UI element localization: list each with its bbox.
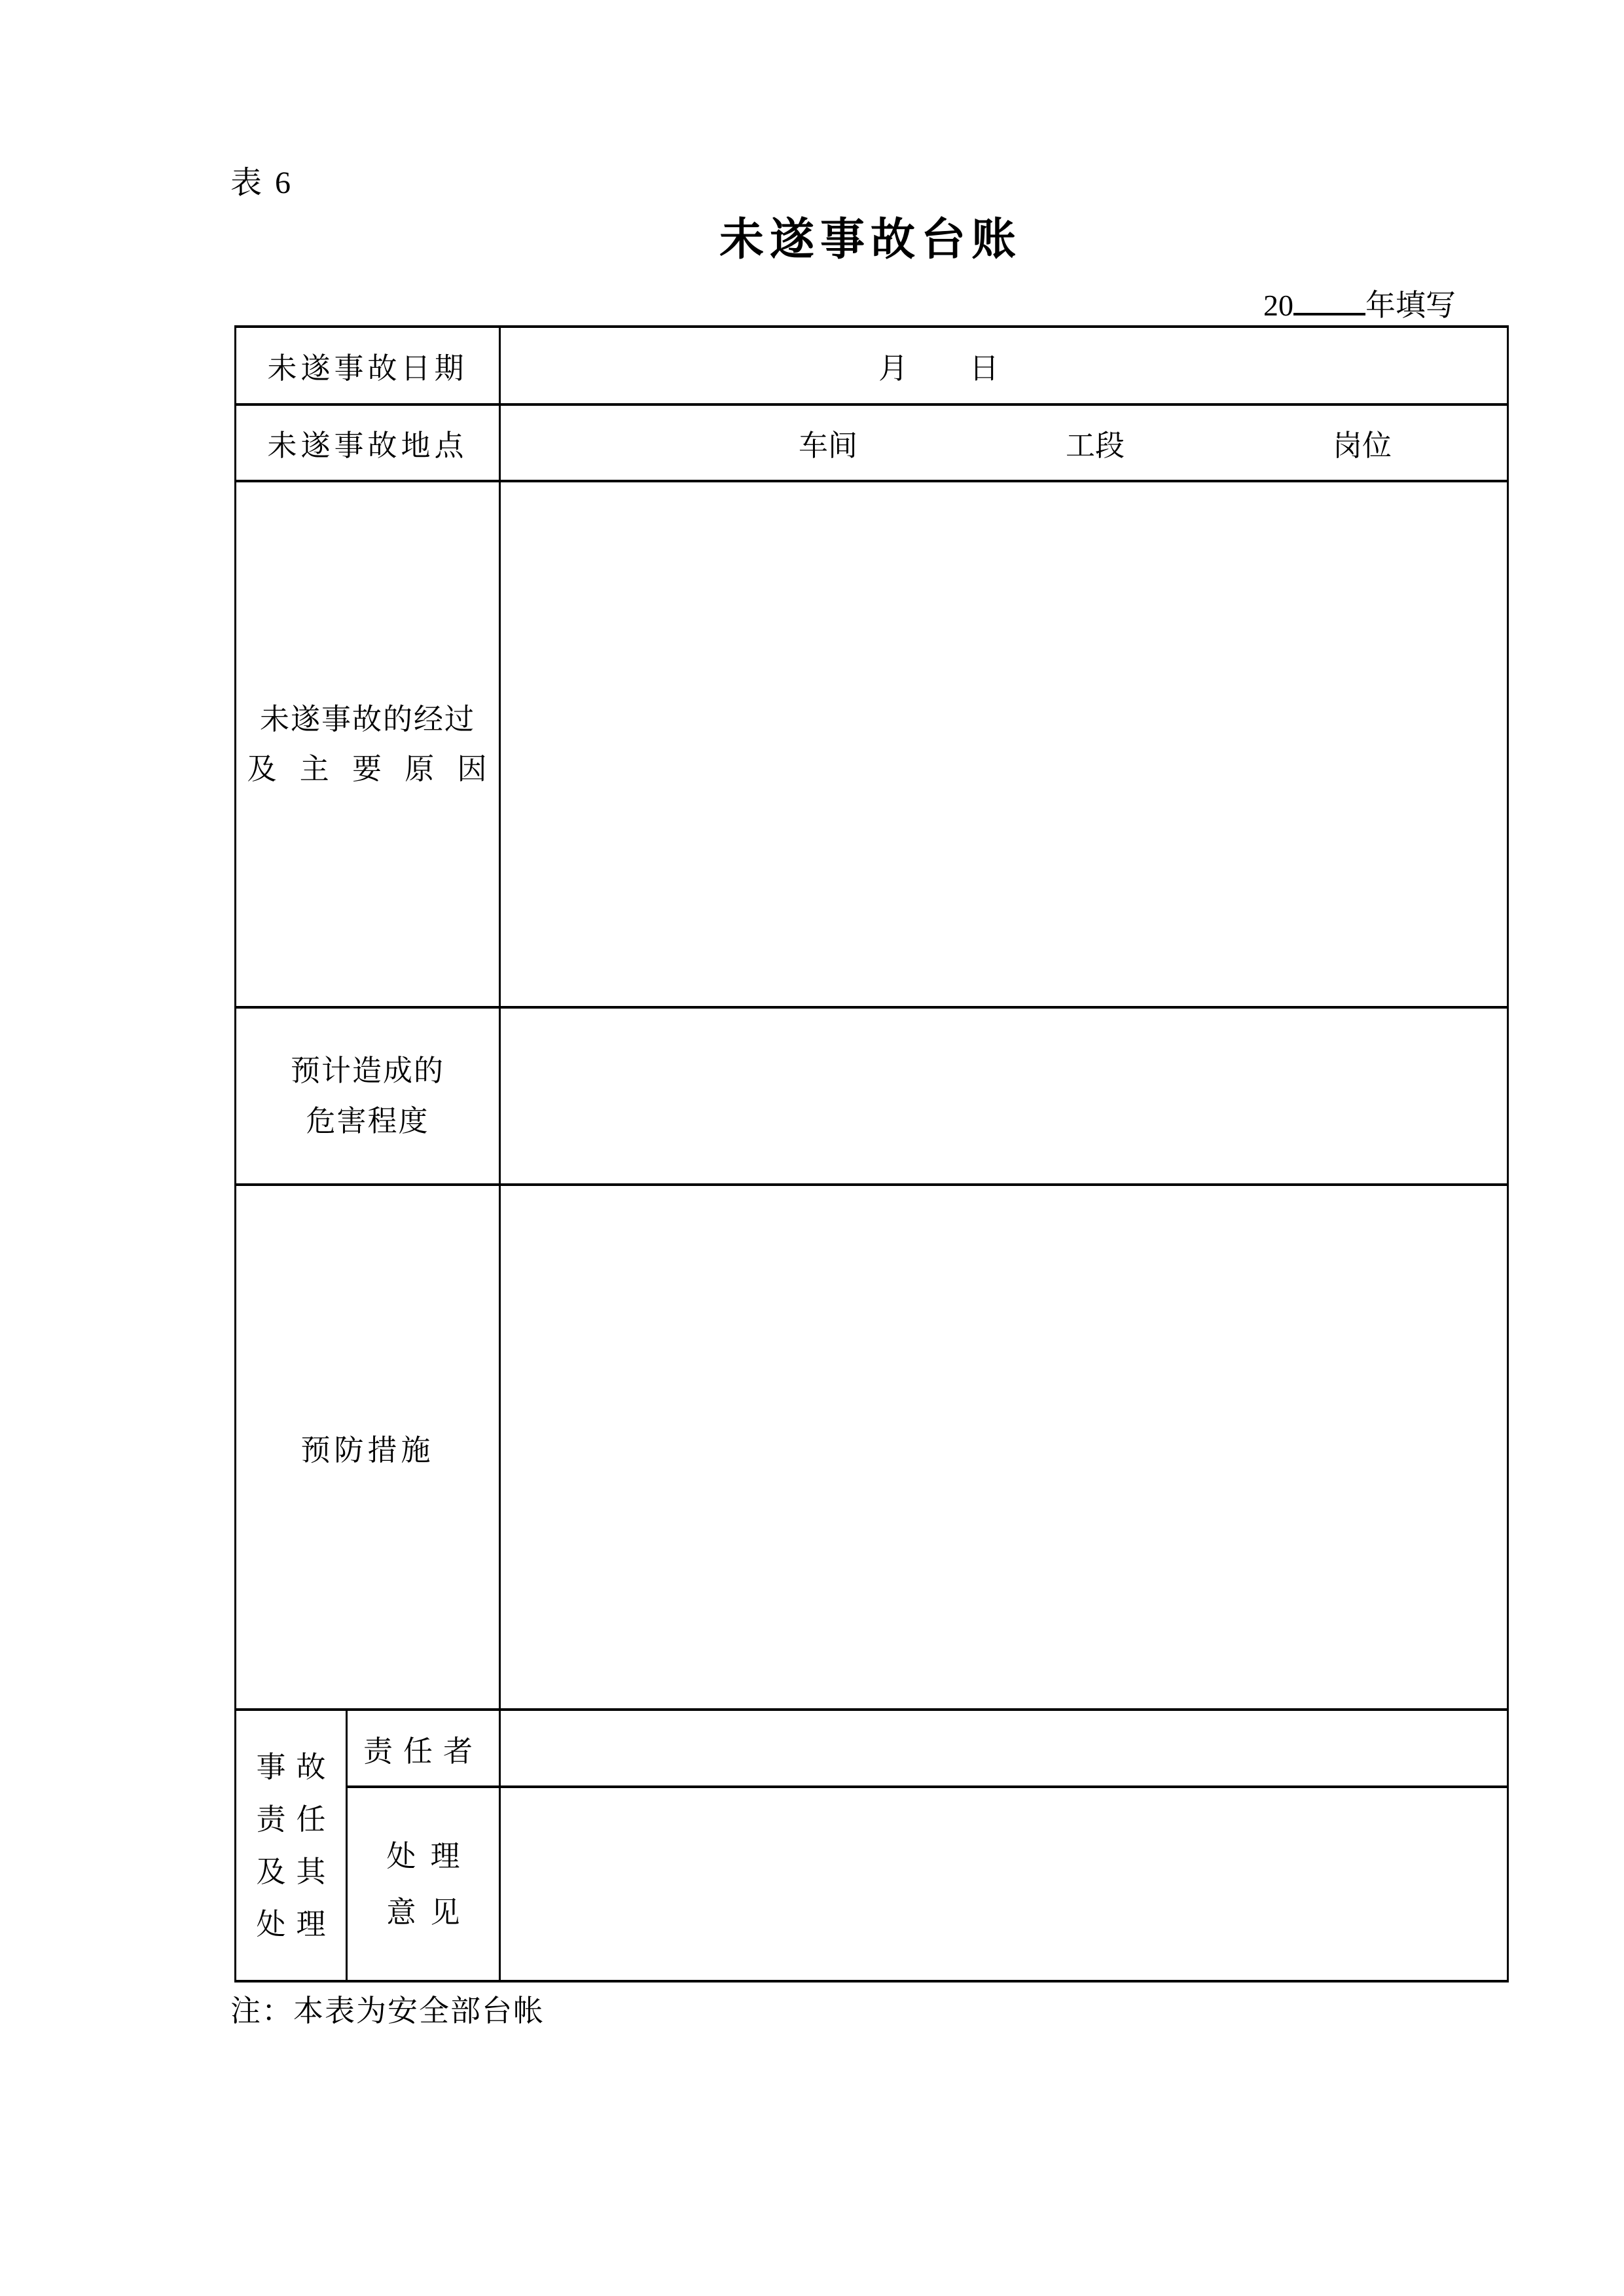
table-row [236,481,1508,1007]
year-suffix: 年填写 [1365,289,1456,322]
day-label: 日 [969,352,1000,385]
opinion-label [348,1828,499,1941]
table-row [236,1007,1508,1185]
process-label [247,694,488,795]
workshop-label: 车间 [799,429,858,462]
responsibility-group-label-cell [236,1710,347,1981]
responsibility-group-label [236,1741,346,1950]
year-prefix: 20 [1263,289,1293,322]
harm-value-cell[interactable] [500,1007,1508,1185]
harm-label-line1: 预计造成的 [291,1054,445,1087]
process-label-cell [236,481,500,1007]
group-label-line3: 及其 [256,1855,336,1888]
process-label-line2: 及 主 要 原 因 [247,753,488,785]
accident-ledger-table [234,325,1509,1982]
opinion-label-line1: 处理 [386,1839,475,1873]
opinion-label-cell [347,1787,500,1981]
group-label-line4: 处理 [256,1907,336,1941]
table-row [236,327,1508,404]
harm-label-line2: 危害程度 [306,1104,429,1138]
location-fill-line [501,422,1507,464]
table-row [236,1710,1508,1787]
location-value-cell[interactable] [500,404,1508,481]
process-value-cell[interactable] [500,481,1508,1007]
table-number-label: 表 6 [230,166,294,200]
year-blank-field[interactable] [1293,284,1365,315]
table-row [236,404,1508,481]
table-row [236,1185,1508,1710]
harm-label-cell [236,1007,500,1185]
date-value-cell[interactable] [500,327,1508,404]
prevention-label: 预防措施 [300,1433,435,1467]
section-label: 工段 [1066,429,1125,462]
group-label-line1: 事故 [256,1750,336,1784]
prevention-label-cell [236,1185,500,1710]
footnote: 注：本表为安全部台帐 [230,1994,545,2028]
group-label-line2: 责任 [256,1803,336,1836]
page-title: 未遂事故台账 [719,215,1022,264]
location-label: 未遂事故地点 [267,429,468,462]
harm-label [291,1046,444,1146]
date-label-cell [236,327,500,404]
responsible-value-cell[interactable] [500,1710,1508,1787]
table-row [236,1787,1508,1981]
post-label: 岗位 [1332,429,1392,462]
date-fill-line [501,344,1507,387]
location-label-cell [236,404,500,481]
month-label: 月 [878,352,909,385]
responsible-label: 责任者 [363,1734,484,1768]
process-label-line1: 未遂事故的经过 [260,702,476,736]
prevention-value-cell[interactable] [500,1185,1508,1710]
date-label: 未遂事故日期 [267,352,468,385]
responsible-label-cell [347,1710,500,1787]
year-fill-line [234,281,1507,325]
opinion-label-line2: 意见 [386,1895,475,1929]
opinion-value-cell[interactable] [500,1787,1508,1981]
